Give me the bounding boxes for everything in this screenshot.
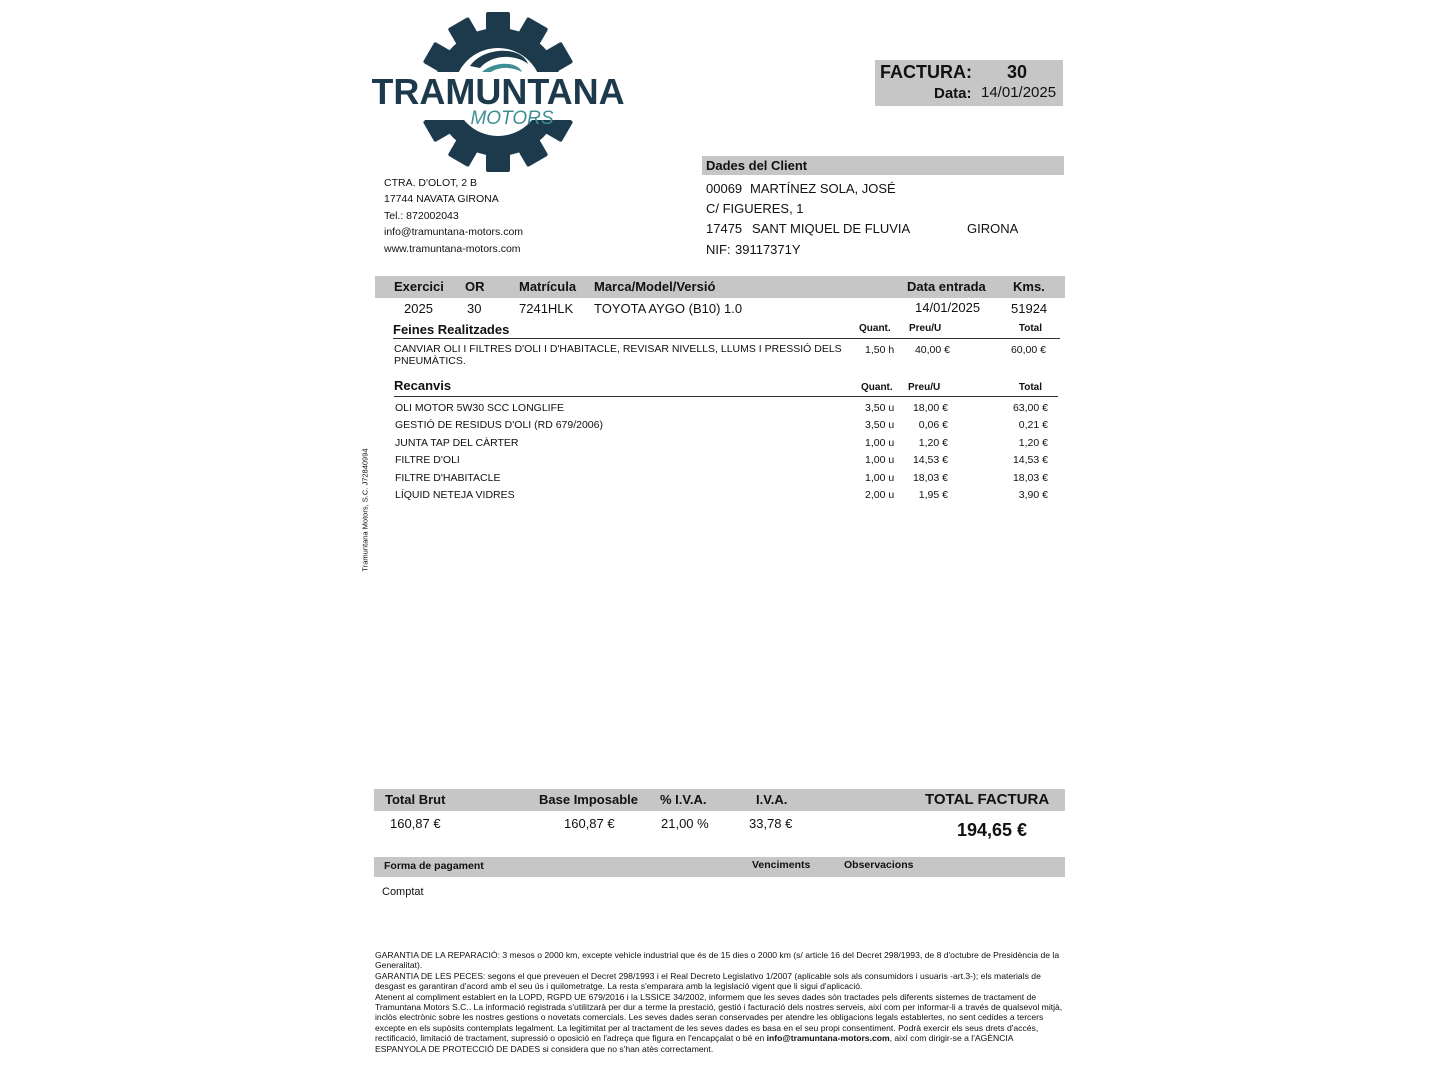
logo-subtext: MOTORS (470, 108, 554, 129)
client-city: SANT MIQUEL DE FLUVIA (752, 221, 911, 236)
payment-observacions-label: Observacions (844, 859, 914, 871)
payment-venciments-label: Venciments (752, 859, 811, 871)
client-header (702, 156, 1064, 175)
feines-title: Feines Realitzades (393, 322, 510, 337)
vehicle-kms: 51924 (1011, 301, 1048, 316)
recanvis-desc: LÍQUID NETEJA VIDRES (395, 489, 515, 501)
recanvis-preu: 1,95 € (918, 489, 948, 501)
recanvis-title: Recanvis (394, 378, 452, 393)
total-factura-value: 194,65 € (957, 820, 1028, 840)
recanvis-desc: JUNTA TAP DEL CÀRTER (395, 437, 519, 449)
total-brut-label: Total Brut (385, 792, 446, 807)
company-phone: Tel.: 872002043 (384, 209, 459, 222)
legal-email[interactable]: info@tramuntana-motors.com (766, 1033, 890, 1044)
recanvis-desc: GESTIÓ DE RESIDUS D'OLI (RD 679/2006) (395, 419, 603, 431)
recanvis-total: 3,90 € (1018, 489, 1048, 501)
iva-label: I.V.A. (756, 792, 788, 807)
legal-lopd (375, 992, 1065, 1054)
vehicle-exercici: 2025 (404, 301, 433, 316)
recanvis-preu: 0,06 € (918, 419, 948, 431)
vehicle-marca: TOYOTA AYGO (B10) 1.0 (594, 301, 743, 316)
recanvis-preu: 1,20 € (918, 437, 948, 449)
recanvis-total: 0,21 € (1018, 419, 1048, 431)
vehicle-header-exercici: Exercici (394, 279, 444, 294)
base-imposable-value: 160,87 € (564, 816, 615, 831)
recanvis-preu: 18,03 € (912, 472, 948, 484)
client-code: 00069 (706, 181, 743, 196)
recanvis-desc: FILTRE D'OLI (395, 454, 460, 466)
recanvis-total: 14,53 € (1012, 454, 1048, 466)
invoice-number: 30 (1007, 62, 1028, 82)
legal-garantia-peces: GARANTIA DE LES PECES: segons el que preveuen el Decret 298/1993 i el Real Decreto Legislativo 1/2007 (aplicable sols als consumidors i usuaris -art.3-); els materials de desgast es garantiran d'acord amb el seu ús i quilometratge. La resta s'emparara amb la legislació vigent que li sigui d'aplicació. (375, 970, 1041, 992)
recanvis-quant: 1,00 u (865, 437, 895, 449)
logo-text: TRAMUNTANA (372, 71, 624, 112)
invoice-box (875, 60, 1063, 106)
vehicle-or: 30 (467, 301, 482, 316)
legal-text (375, 950, 1065, 1054)
company-address-line2: 17744 NAVATA GIRONA (384, 193, 499, 206)
recanvis-total: 63,00 € (1012, 402, 1048, 414)
legal-lopd-text-end: , així com dirigir-se a l'AGÈNCIA ESPANYOLA DE PROTECCIÓ DE DADES si considera que no s'han atès correctament. (375, 1033, 1014, 1054)
recanvis-col-total: Total (1018, 382, 1042, 393)
invoice-date-label: Data: (934, 85, 972, 102)
recanvis-preu: 18,00 € (912, 402, 948, 414)
vehicle-header-matricula: Matrícula (519, 279, 577, 294)
client-nif: 39117371Y (735, 242, 801, 257)
vehicle-header-data-entrada: Data entrada (907, 279, 986, 294)
recanvis-quant: 1,00 u (865, 454, 895, 466)
vehicle-data-entrada: 14/01/2025 (915, 300, 981, 315)
legal-lopd-text: Atenent al compliment establert en la LOPD, RGPD UE 679/2016 i la LSSICE 34/2002, informem que les seves dades són tractades pels diferents sistemes de tractament de Tramuntana Motors S.C.. La informació registrada s'utilitzarà per dur a terme la prestació, gestió i facturació dels nostres serveis, així com per informar-li a través de qualsevol mitjà, inclòs electrònic sobre les nostres gestions o novetats comercials. Les seves dades seran conservades per atendre les obligacions legals establertes, no sent cedides a tercers excepte en els supòsits contemplats legalment. La legitimitat per al tractament de les seves dades es basa en el seu propi consentiment. Podrà exercir els seus drets d'accés, rectificació, limitació de tractament, supressió o oposició en l'adreça que figura en l'encapçalat o bé en (375, 991, 1063, 1044)
recanvis-total: 18,03 € (1012, 472, 1048, 484)
feines-desc-line1: CANVIAR OLI I FILTRES D'OLI I D'HABITACLE, REVISAR NIVELLS, LLUMS I PRESSIÓ DELS (394, 343, 842, 355)
client-address: C/ FIGUERES, 1 (706, 201, 804, 216)
recanvis-total: 1,20 € (1018, 437, 1048, 449)
company-info (384, 175, 523, 257)
recanvis-col-quant: Quant. (861, 382, 893, 393)
company-logo (372, 10, 624, 172)
recanvis-desc: FILTRE D'HABITACLE (395, 472, 501, 484)
client-nif-label: NIF: (706, 242, 731, 257)
feines-rule (393, 338, 1060, 339)
feines-col-total: Total (1018, 323, 1042, 334)
iva-pct-label: % I.V.A. (660, 792, 707, 807)
feines-col-preu: Preu/U (909, 323, 942, 334)
vehicle-header-kms: Kms. (1013, 279, 1045, 294)
recanvis-quant: 2,00 u (865, 489, 895, 501)
invoice-date: 14/01/2025 (981, 84, 1057, 101)
recanvis-quant: 3,50 u (865, 419, 895, 431)
side-registration-text: Tramuntana Motors, S.C. J72840994 (360, 448, 370, 572)
invoice-label: FACTURA: (880, 62, 972, 82)
client-title: Dades del Client (706, 158, 808, 173)
feines-preu: 40,00 € (914, 344, 950, 356)
iva-pct-value: 21,00 % (661, 816, 709, 831)
company-email: info@tramuntana-motors.com (384, 226, 524, 239)
client-name: MARTÍNEZ SOLA, JOSÉ (750, 181, 896, 196)
company-address-line1: CTRA. D'OLOT, 2 B (384, 177, 478, 189)
gear-logo-icon (372, 10, 624, 172)
recanvis-quant: 3,50 u (865, 402, 895, 414)
iva-value: 33,78 € (749, 816, 793, 831)
feines-total: 60,00 € (1010, 344, 1046, 356)
recanvis-preu: 14,53 € (912, 454, 948, 466)
feines-desc-line2: PNEUMÀTICS. (394, 354, 466, 367)
vehicle-header-or: OR (465, 279, 485, 294)
client-postcode: 17475 (706, 221, 743, 236)
feines-quant: 1,50 h (865, 344, 895, 356)
total-factura-label: TOTAL FACTURA (925, 791, 1050, 808)
total-brut-value: 160,87 € (390, 816, 441, 831)
company-web: www.tramuntana-motors.com (384, 242, 521, 255)
recanvis-col-preu: Preu/U (908, 382, 941, 393)
client-province: GIRONA (967, 221, 1019, 236)
recanvis-rule (394, 396, 1058, 397)
recanvis-quant: 1,00 u (865, 472, 895, 484)
feines-row (394, 344, 842, 367)
payment-forma-value: Comptat (382, 886, 424, 898)
legal-garantia-reparacio: GARANTIA DE LA REPARACIÓ: 3 mesos o 2000 km, excepte vehicle industrial que és de 15 dies o 2000 km (s/ article 16 del Decret 298/1993, de 8 d'octubre de Presidència de la Generalitat). (375, 950, 1060, 971)
vehicle-matricula: 7241HLK (519, 301, 574, 316)
vehicle-header-marca: Marca/Model/Versió (594, 279, 716, 294)
base-imposable-label: Base Imposable (539, 792, 638, 807)
recanvis-desc: OLI MOTOR 5W30 SCC LONGLIFE (395, 402, 565, 414)
payment-forma-label: Forma de pagament (384, 860, 484, 872)
feines-col-quant: Quant. (859, 323, 891, 334)
